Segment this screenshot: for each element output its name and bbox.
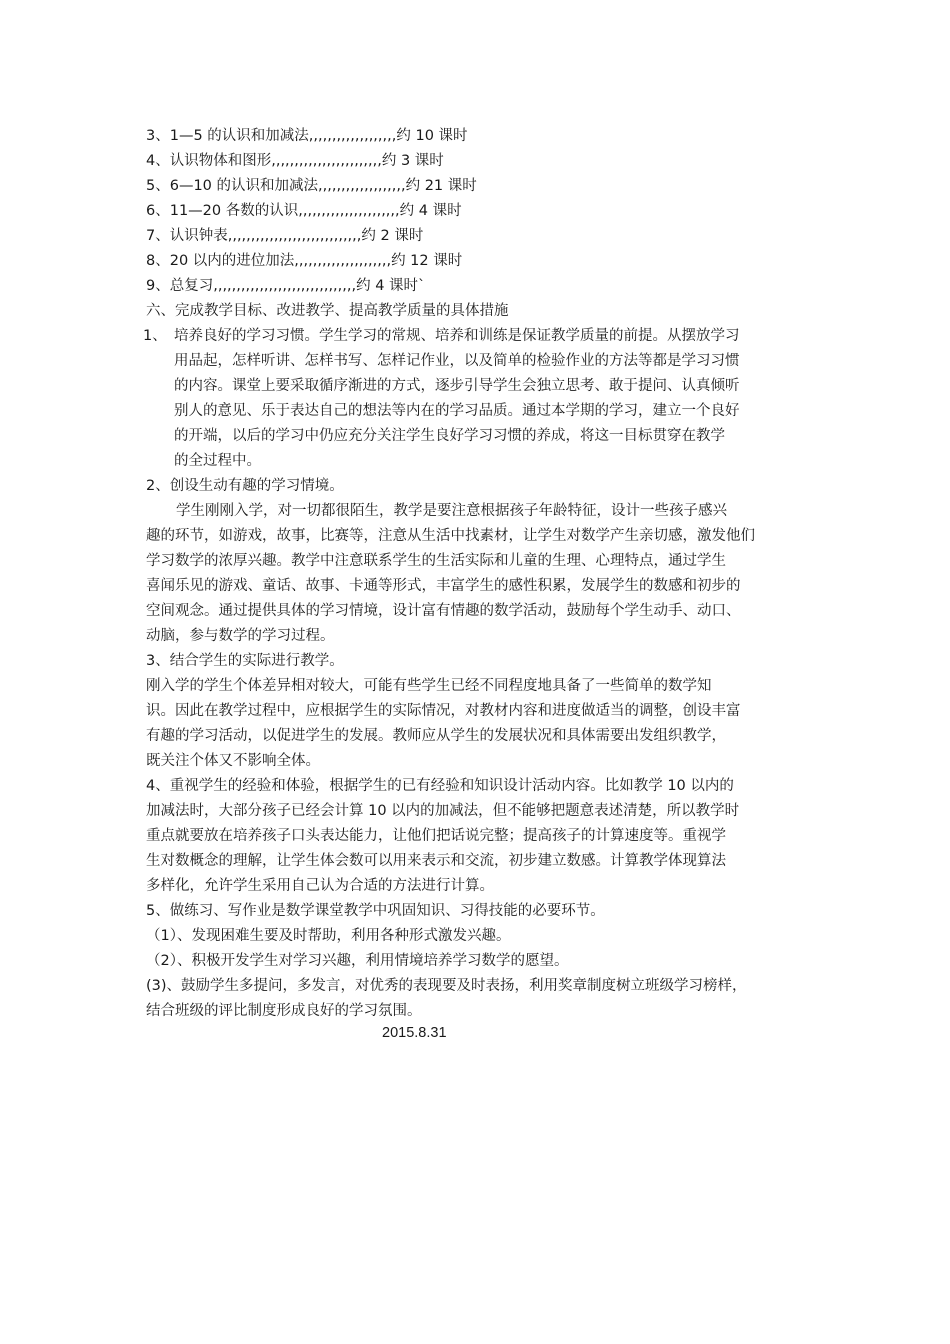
- item5-sub: （1）、发现困难生要及时帮助，利用各种形式激发兴趣。: [146, 928, 511, 944]
- item2-line: 空间观念。通过提供具体的学习情境，设计富有情趣的数学活动，鼓励每个学生动手、动口、: [146, 603, 741, 619]
- item2-line: 学习数学的浓厚兴趣。教学中注意联系学生的生活实际和儿童的生理、心理特点，通过学生: [146, 553, 726, 569]
- item1-line: 用品起，怎样听讲、怎样书写、怎样记作业，以及简单的检验作业的方法等都是学习习惯: [174, 353, 740, 369]
- item2-heading: 2、创设生动有趣的学习情境。: [146, 478, 344, 494]
- section-heading: 六、完成教学目标、改进教学、提高教学质量的具体措施: [146, 303, 509, 319]
- item5-heading: 5、做练习、写作业是数学课堂教学中巩固知识、习得技能的必要环节。: [146, 903, 605, 919]
- document-date: 2015.8.31: [382, 1025, 447, 1041]
- item2-line: 趣的环节，如游戏，故事，比赛等，注意从生活中找素材，让学生对数学产生亲切感，激发他们: [146, 528, 755, 544]
- schedule-item-6: 6、11—20 各数的认识,,,,,,,,,,,,,,,,,,,,,,约 4 课时: [146, 203, 462, 219]
- item3-line: 刚入学的学生个体差异相对较大，可能有些学生已经不同程度地具备了一些简单的数学知: [146, 678, 712, 694]
- item5-sub: 结合班级的评比制度形成良好的学习氛围。: [146, 1003, 422, 1019]
- item3-heading: 3、结合学生的实际进行教学。: [146, 653, 344, 669]
- item1-line: 的全过程中。: [174, 453, 261, 469]
- item2-line: 喜闻乐见的游戏、童话、故事、卡通等形式，丰富学生的感性积累，发展学生的数感和初步的: [146, 578, 741, 594]
- item4-line: 4、重视学生的经验和体验，根据学生的已有经验和知识设计活动内容。比如教学 10 以内的: [146, 778, 734, 794]
- item3-line: 识。因此在教学过程中，应根据学生的实际情况，对教材内容和进度做适当的调整，创设丰富: [146, 703, 741, 719]
- schedule-item-4: 4、认识物体和图形,,,,,,,,,,,,,,,,,,,,,,,,约 3 课时: [146, 153, 444, 169]
- item4-line: 多样化，允许学生采用自己认为合适的方法进行计算。: [146, 878, 494, 894]
- item4-line: 加减法时，大部分孩子已经会计算 10 以内的加减法，但不能够把题意表述清楚，所以教学时: [146, 803, 740, 819]
- item1-line: 别人的意见、乐于表达自己的想法等内在的学习品质。通过本学期的学习，建立一个良好: [174, 403, 740, 419]
- schedule-item-5: 5、6—10 的认识和加减法,,,,,,,,,,,,,,,,,,,约 21 课时: [146, 178, 477, 194]
- item3-line: 既关注个体又不影响全体。: [146, 753, 320, 769]
- item5-sub: （2）、积极开发学生对学习兴趣，利用情境培养学习数学的愿望。: [146, 953, 569, 969]
- item4-line: 生对数概念的理解，让学生体会数可以用来表示和交流，初步建立数感。计算教学体现算法: [146, 853, 726, 869]
- item1-number: 1、: [143, 328, 167, 344]
- item1-line: 的内容。课堂上要采取循序渐进的方式，逐步引导学生会独立思考、敢于提问、认真倾听: [174, 378, 740, 394]
- item1-line: 培养良好的学习习惯。学生学习的常规、培养和训练是保证教学质量的前提。从摆放学习: [174, 328, 740, 344]
- item2-line: 动脑，参与数学的学习过程。: [146, 628, 335, 644]
- schedule-item-3: 3、1—5 的认识和加减法,,,,,,,,,,,,,,,,,,,约 10 课时: [146, 128, 468, 144]
- item4-line: 重点就要放在培养孩子口头表达能力，让他们把话说完整；提高孩子的计算速度等。重视学: [146, 828, 726, 844]
- schedule-item-9: 9、总复习,,,,,,,,,,,,,,,,,,,,,,,,,,,,,,,约 4 课时`: [146, 278, 426, 294]
- item5-sub: (3)、鼓励学生多提问，多发言，对优秀的表现要及时表扬，利用奖章制度树立班级学习榜样，: [146, 978, 747, 994]
- schedule-item-7: 7、认识钟表,,,,,,,,,,,,,,,,,,,,,,,,,,,,,约 2 课时: [146, 228, 424, 244]
- item1-line: 的开端，以后的学习中仍应充分关注学生良好学习习惯的养成，将这一目标贯穿在教学: [174, 428, 725, 444]
- item2-line: 学生刚刚入学，对一切都很陌生，教学是要注意根据孩子年龄特征，设计一些孩子感兴: [176, 503, 727, 519]
- item3-line: 有趣的学习活动，以促进学生的发展。教师应从学生的发展状况和具体需要出发组织教学，: [146, 728, 726, 744]
- schedule-item-8: 8、20 以内的进位加法,,,,,,,,,,,,,,,,,,,,,约 12 课时: [146, 253, 463, 269]
